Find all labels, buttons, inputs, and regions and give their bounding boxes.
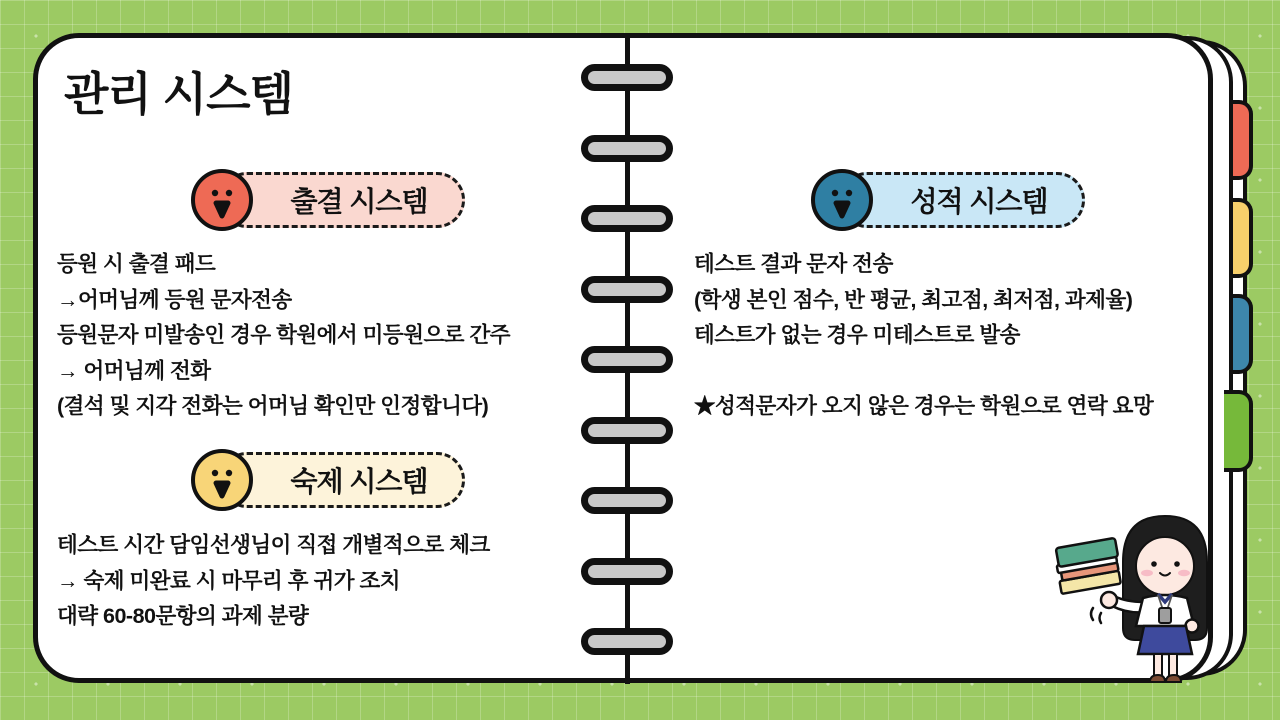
grades-description [694,247,1254,425]
attendance-description-line: (결석 및 지각 전화는 어머님 확인만 인정합니다) [57,394,489,418]
attendance-badge-label: 출결 시스템 [290,186,428,217]
attendance-description [57,247,617,425]
homework-badge-pill [219,452,465,508]
attendance-system-badge [191,169,465,231]
grades-description-line: 테스트가 없는 경우 미테스트로 발송 [694,323,1020,347]
homework-description-line: → 숙제 미완료 시 마무리 후 귀가 조치 [57,568,401,593]
homework-system-badge [191,449,465,511]
page-title: 관리 시스템 [64,68,293,120]
surprised-face-icon [191,449,253,511]
grades-description-line: 테스트 결과 문자 전송 [694,252,893,276]
grades-system-badge [811,169,1085,231]
grades-contact-note: ★성적문자가 오지 않은 경우는 학원으로 연락 요망 [694,394,1154,418]
attendance-description-line: → 어머님께 전화 [57,358,211,383]
attendance-badge-pill [219,172,465,228]
attendance-description-line: 등원 시 출결 패드 [57,252,216,276]
girl-tossing-books-illustration [1046,510,1224,688]
grades-badge-pill [839,172,1085,228]
grades-description-line: (학생 본인 점수, 반 평균, 최고점, 최저점, 과제율) [694,287,1133,312]
books-icon [1054,538,1123,594]
surprised-face-icon [191,169,253,231]
homework-description-line: 대략 60-80문항의 과제 분량 [57,604,309,628]
attendance-description-line: →어머님께 등원 문자전송 [57,287,292,312]
homework-description [57,528,617,635]
homework-description-line: 테스트 시간 담임선생님이 직접 개별적으로 체크 [57,533,490,557]
grades-badge-label: 성적 시스템 [910,186,1048,217]
homework-badge-label: 숙제 시스템 [290,466,428,497]
surprised-face-icon [811,169,873,231]
grades-description-lines [694,247,1254,354]
attendance-description-line: 등원문자 미발송인 경우 학원에서 미등원으로 간주 [57,323,511,347]
